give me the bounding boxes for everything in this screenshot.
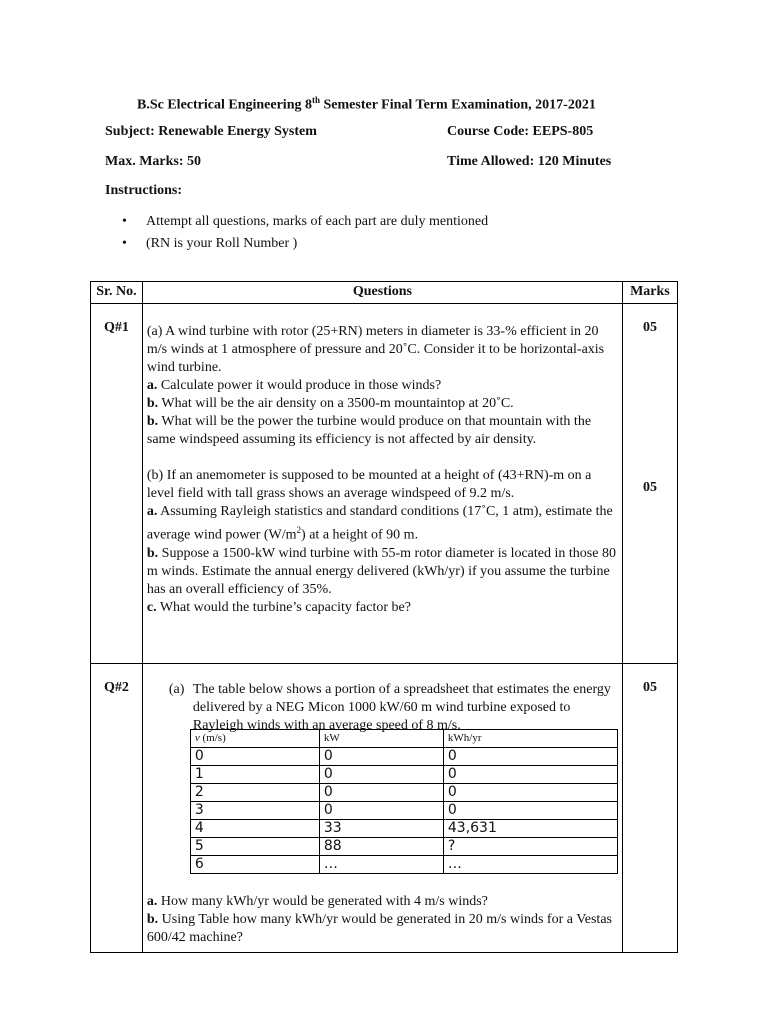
- instruction-text: (RN is your Roll Number ): [146, 236, 298, 251]
- q2a-label: (a): [168, 682, 185, 697]
- q1a-marks: 05: [642, 320, 657, 335]
- v-symbol: v: [194, 732, 200, 744]
- exam-title: [137, 95, 596, 114]
- q1b-item: [147, 545, 618, 599]
- item-text: What would the turbine’s capacity factor be?: [156, 599, 411, 615]
- item-label: a.: [146, 894, 158, 909]
- table-row-q2: [91, 664, 678, 953]
- bullet-icon: •: [122, 236, 127, 251]
- item-label: b.: [146, 396, 159, 411]
- item-text: Using Table how many kWh/yr would be generated in 20 m/s winds for a Vestas 600/42 machine?: [146, 912, 612, 945]
- bullet-icon: •: [122, 214, 127, 229]
- item-label: b.: [146, 545, 159, 561]
- data-row: [190, 766, 617, 784]
- data-row: [190, 802, 617, 820]
- q2-content: [142, 664, 622, 953]
- header-sr-no: Sr. No.: [91, 282, 143, 304]
- instructions-heading: Instructions:: [105, 183, 183, 198]
- item-text: What will be the power the turbine would produce on that mountain with the same windspeed assuming its efficiency is not affected by air density.: [146, 414, 592, 447]
- q1-marks: [622, 304, 677, 664]
- data-row: [190, 784, 617, 802]
- item-label: c.: [146, 599, 157, 615]
- item-text: Calculate power it would produce in those winds?: [157, 378, 442, 393]
- data-cell: 0: [443, 766, 617, 784]
- title-sup: th: [311, 95, 320, 105]
- data-cell: 2: [190, 784, 319, 802]
- q1b-intro: (b) If an anemometer is supposed to be mounted at a height of (43+RN)-m on a level field with tall grass shows an average windspeed of 9.2 m/s.: [146, 468, 592, 501]
- data-cell: 0: [443, 784, 617, 802]
- data-row: [190, 820, 617, 838]
- q1a-item: [147, 395, 618, 413]
- max-marks: Max. Marks: 50: [105, 154, 202, 169]
- q1b-item: [147, 503, 618, 545]
- item-label: b.: [146, 912, 159, 927]
- data-cell: 0: [443, 802, 617, 820]
- data-cell: 0: [319, 802, 443, 820]
- title-main: B.Sc Electrical Engineering 8: [137, 97, 312, 113]
- data-cell: 5: [190, 838, 319, 856]
- data-cell: 4: [190, 820, 319, 838]
- superscript: 2: [296, 525, 302, 535]
- data-header-kw: kW: [319, 730, 443, 748]
- data-row: [190, 748, 617, 766]
- q1a-item: [147, 377, 618, 395]
- data-cell: 88: [319, 838, 443, 856]
- data-cell: 0: [319, 766, 443, 784]
- q2-question: [147, 893, 618, 911]
- course-code: Course Code: EEPS-805: [447, 124, 594, 139]
- header-questions: Questions: [142, 282, 622, 304]
- q1b-item: [147, 599, 618, 617]
- title-rest: Semester Final Term Examination, 2017-2021: [320, 97, 596, 113]
- item-text: ) at a height of 90 m.: [301, 527, 419, 543]
- data-cell: 0: [190, 748, 319, 766]
- data-cell: ?: [443, 838, 617, 856]
- data-cell: 0: [443, 748, 617, 766]
- table-row-q1: [91, 304, 678, 664]
- item-label: a.: [146, 378, 158, 393]
- data-cell: 33: [319, 820, 443, 838]
- item-label: b.: [146, 414, 159, 429]
- q1a-item: [147, 413, 618, 449]
- q2a-text: The table below shows a portion of a spreadsheet that estimates the energy delivered by a NEG Micon 1000 kW/60 m wind turbine exposed to Rayleigh winds with an average speed of 8 m/s.: [192, 682, 611, 733]
- q1-number: Q#1: [91, 304, 143, 664]
- data-cell: 0: [319, 784, 443, 802]
- data-row: [190, 838, 617, 856]
- data-cell: 0: [319, 748, 443, 766]
- time-allowed: Time Allowed: 120 Minutes: [447, 154, 612, 169]
- item-text: Assuming Rayleigh statistics and standard conditions (17˚C, 1 atm), estimate the average wind power (W/m: [146, 504, 613, 543]
- item-text: How many kWh/yr would be generated with 4 m/s winds?: [157, 894, 488, 909]
- data-cell: 3: [190, 802, 319, 820]
- q1b-marks: 05: [642, 480, 657, 495]
- data-cell: 43,631: [443, 820, 617, 838]
- q2-marks: 05: [622, 664, 677, 953]
- q1a-intro: (a) A wind turbine with rotor (25+RN) meters in diameter is 33-% efficient in 20 m/s winds at 1 atmosphere of pressure and 20˚C. Consider it to be horizontal-axis wind turbine.: [146, 324, 605, 375]
- data-cell: …: [443, 856, 617, 874]
- q2-number: Q#2: [91, 664, 143, 953]
- header-marks: Marks: [622, 282, 677, 304]
- data-cell: 1: [190, 766, 319, 784]
- data-cell: …: [319, 856, 443, 874]
- data-header-kwh: kWh/yr: [443, 730, 617, 748]
- q1-content: [142, 304, 622, 664]
- v-unit: (m/s): [199, 732, 226, 744]
- subject-label: Subject: Renewable Energy System: [105, 124, 317, 139]
- energy-data-table: [190, 729, 618, 874]
- questions-table: [90, 281, 678, 953]
- item-label: a.: [146, 504, 158, 519]
- item-text: What will be the air density on a 3500-m mountaintop at 20˚C.: [158, 396, 514, 411]
- q2-question: [147, 911, 618, 947]
- data-cell: 6: [190, 856, 319, 874]
- data-row: [190, 856, 617, 874]
- instruction-text: Attempt all questions, marks of each part are duly mentioned: [146, 214, 489, 229]
- item-text: Suppose a 1500-kW wind turbine with 55-m rotor diameter is located in those 80 m winds. Estimate the annual energy delivered (kWh/yr) if you assume the turbine has an overall efficiency of 35%.: [146, 545, 616, 597]
- table-header-row: [91, 282, 678, 304]
